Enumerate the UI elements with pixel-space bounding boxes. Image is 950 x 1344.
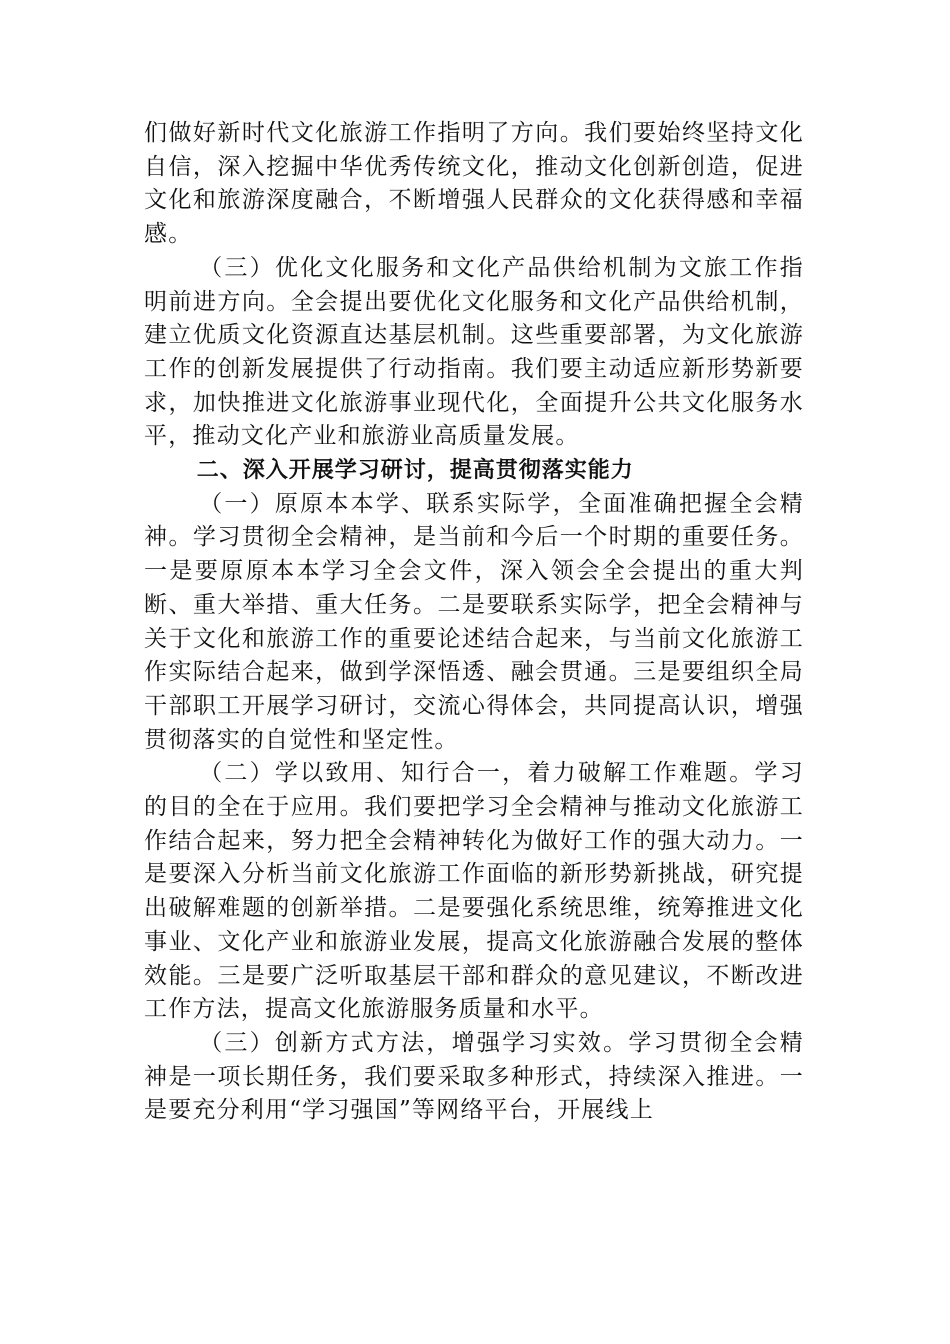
body-paragraph-4: （二）学以致用、知行合一，着力破解工作难题。学习的目的全在于应用。我们要把学习全会精神与推动文化旅游工作结合起来，努力把全会精神转化为做好工作的强大动力。一是要深入分析当前文化旅游工作面临的新形势新挑战，研究提出破解难题的创新举措。二是要强化系统思维，统筹推进文化事业、文化产业和旅游业发展，提高文化旅游融合发展的整体效能。三是要广泛听取基层干部和群众的意见建议，不断改进工作方法，提高文化旅游服务质量和水平。	[144, 760, 804, 1023]
body-paragraph-1: 们做好新时代文化旅游工作指明了方向。我们要始终坚持文化自信，深入挖掘中华优秀传统文化，推动文化创新创造，促进文化和旅游深度融合，不断增强人民群众的文化获得感和幸福感。	[144, 120, 804, 248]
body-paragraph-3: （一）原原本本学、联系实际学，全面准确把握全会精神。学习贯彻全会精神，是当前和今后一个时期的重要任务。一是要原原本本学习全会文件，深入领会全会提出的重大判断、重大举措、重大任务。二是要联系实际学，把全会精神与关于文化和旅游工作的重要论述结合起来，与当前文化旅游工作实际结合起来，做到学深悟透、融会贯通。三是要组织全局干部职工开展学习研讨，交流心得体会，共同提高认识，增强贯彻落实的自觉性和坚定性。	[144, 490, 804, 753]
body-paragraph-5: （三）创新方式方法，增强学习实效。学习贯彻全会精神是一项长期任务，我们要采取多种形式，持续深入推进。一是要充分利用“学习强国”等网络平台，开展线上	[144, 1029, 804, 1124]
body-paragraph-2: （三）优化文化服务和文化产品供给机制为文旅工作指明前进方向。全会提出要优化文化服务和文化产品供给机制，建立优质文化资源直达基层机制。这些重要部署，为文化旅游工作的创新发展提供了行动指南。我们要主动适应新形势新要求，加快推进文化旅游事业现代化，全面提升公共文化服务水平，推动文化产业和旅游业高质量发展。	[144, 254, 804, 450]
document-page	[144, 117, 804, 1128]
section-heading: 二、深入开展学习研讨，提高贯彻落实能力	[196, 458, 634, 484]
